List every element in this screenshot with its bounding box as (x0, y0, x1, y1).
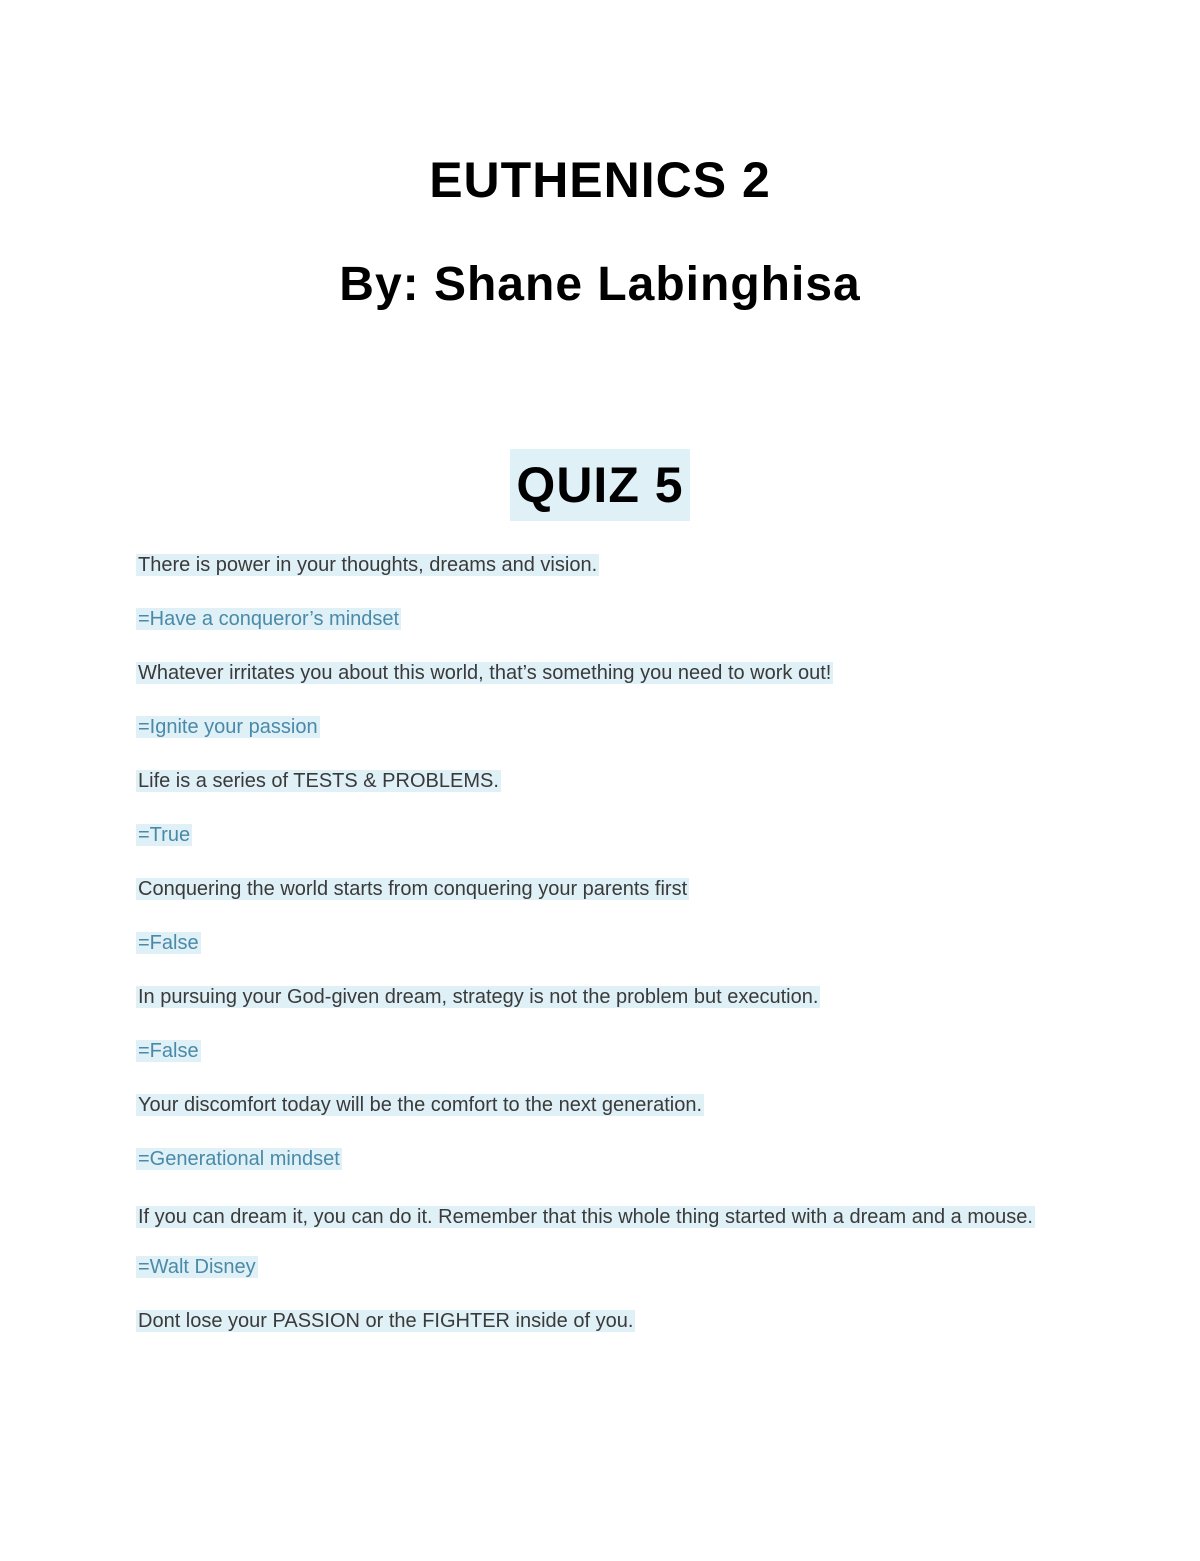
answer-5 (136, 1038, 1066, 1064)
answer-text: =True (138, 824, 191, 846)
answer-text: =False (138, 1040, 199, 1062)
answer-text: =Walt Disney (138, 1256, 256, 1278)
answer-1 (136, 606, 1066, 632)
quiz-heading-container (0, 449, 1200, 521)
author-line: By: Shane Labinghisa (339, 258, 861, 311)
closing-text: Dont lose your PASSION or the FIGHTER inside of you. (138, 1310, 634, 1332)
answer-7 (136, 1254, 1066, 1280)
answer-2 (136, 714, 1066, 740)
question-7 (136, 1200, 1066, 1234)
question-text: In pursuing your God-given dream, strategy is not the problem but execution. (138, 986, 819, 1008)
quiz-heading: QUIZ 5 (510, 449, 689, 521)
answer-text: =Generational mindset (138, 1148, 340, 1170)
question-text: Conquering the world starts from conquering your parents first (138, 878, 688, 900)
answer-4 (136, 930, 1066, 956)
question-text: If you can dream it, you can do it. Remember that this whole thing started with a dream and a mouse. (138, 1206, 1033, 1228)
question-1 (136, 552, 1066, 578)
question-text: Your discomfort today will be the comfort to the next generation. (138, 1094, 703, 1116)
answer-text: =Have a conqueror’s mindset (138, 608, 400, 630)
question-text: There is power in your thoughts, dreams and vision. (138, 554, 598, 576)
question-text: Life is a series of TESTS & PROBLEMS. (138, 770, 499, 792)
question-6 (136, 1092, 1066, 1118)
closing-line (136, 1308, 1066, 1334)
answer-text: =False (138, 932, 199, 954)
question-2 (136, 660, 1066, 686)
answer-6 (136, 1146, 1066, 1172)
question-4 (136, 876, 1066, 902)
answer-text: =Ignite your passion (138, 716, 318, 738)
document-title: EUTHENICS 2 (429, 152, 771, 208)
qa-list (136, 552, 1066, 1362)
answer-3 (136, 822, 1066, 848)
question-text: Whatever irritates you about this world, that’s something you need to work out! (138, 662, 832, 684)
question-3 (136, 768, 1066, 794)
question-5 (136, 984, 1066, 1010)
